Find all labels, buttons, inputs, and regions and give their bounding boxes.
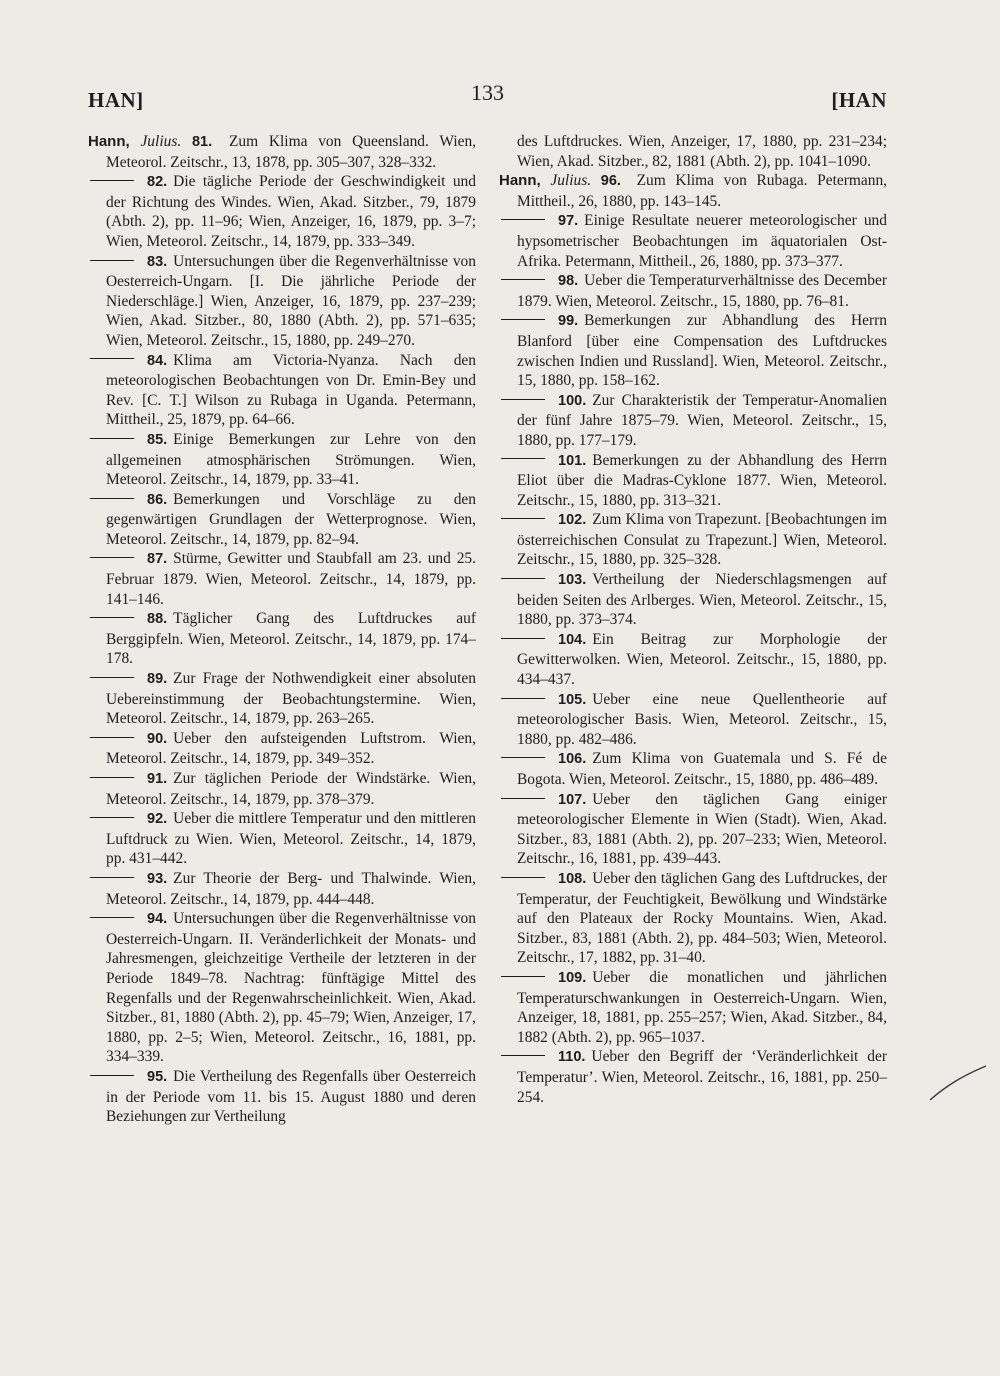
running-header — [88, 80, 887, 118]
ditto-rule — [501, 319, 545, 320]
ditto-rule — [90, 260, 134, 261]
entry-number: 94. — [147, 911, 168, 928]
bib-entry — [499, 1047, 887, 1107]
header-left: HAN] — [88, 88, 144, 112]
bib-entry — [499, 171, 887, 211]
entry-number: 96. — [600, 173, 621, 190]
bib-entry — [88, 609, 476, 669]
author-name: Hann, — [88, 133, 130, 150]
entry-number: 90. — [147, 730, 168, 747]
entry-text: Untersuchungen über die Regenverhältnisse von Oesterreich-Ungarn. II. Veränderlichkeit der Monats- und Jahresmengen, gleichzeitige Vertheile der letzteren in der Periode 1849–78. Nachtrag: fünftägige Mittel des Regenfalls und der Regenwahrscheinlichkeit. Wien, Akad. Sitzber., 81, 1880 (Abth. 2), pp. 45–79; Wien, Anzeiger, 17, 1880, pp. 2–5; Wien, Meteorol. Zeitschr., 16, 1881, pp. 334–339. — [106, 910, 476, 1066]
entry-number: 81. — [191, 134, 213, 150]
entry-text: Zum Klima von Guatemala und S. Fé de Bogota. Wien, Meteorol. Zeitschr., 15, 1880, pp. 486–489. — [517, 750, 887, 788]
author-given: Julius. — [140, 133, 182, 150]
entry-text: des Luftdruckes. Wien, Anzeiger, 17, 1880, pp. 231–234; Wien, Akad. Sitzber., 82, 1881 (Abth. 2), pp. 1041–1090. — [517, 133, 887, 170]
entry-number: 88. — [147, 611, 168, 628]
entry-text: Bemerkungen zur Abhandlung des Herrn Blanford [über eine Compensation des Luftdruckes zwischen Indien und Russland]. Wien, Meteorol. Zeitschr., 15, 1880, pp. 158–162. — [517, 312, 887, 390]
bib-entry — [88, 351, 476, 430]
ditto-rule — [90, 817, 134, 818]
ditto-rule — [90, 180, 134, 181]
bib-entry — [499, 869, 887, 968]
entry-number: 101. — [558, 452, 587, 469]
ditto-rule — [90, 877, 134, 878]
bib-entry — [88, 252, 476, 351]
entry-text: Ueber eine neue Quellentheorie auf meteorologischer Basis. Wien, Meteorol. Zeitschr., 15, 1880, pp. 482–486. — [517, 690, 887, 748]
bib-entry — [88, 729, 476, 769]
author-given: Julius. — [550, 172, 592, 190]
entry-text: Bemerkungen zu der Abhandlung des Herrn Eliot über die Madras-Cyklone 1877. Wien, Meteorol. Zeitschr., 15, 1880, pp. 313–321. — [517, 451, 887, 509]
entry-text: Ueber die Temperaturverhältnisse des December 1879. Wien, Meteorol. Zeitschr., 15, 1880, pp. 76–81. — [517, 272, 887, 310]
bib-entry — [499, 630, 887, 690]
ditto-rule — [501, 399, 545, 400]
ditto-rule — [90, 438, 134, 439]
ditto-rule — [501, 877, 545, 878]
entry-number: 92. — [147, 811, 168, 828]
bib-entry — [499, 510, 887, 570]
entry-number: 93. — [147, 870, 168, 887]
entry-text: Die tägliche Periode der Geschwindigkeit und der Richtung des Windes. Wien, Akad. Sitzber., 79, 1879 (Abth. 2), pp. 11–96; Wien, Anzeiger, 16, 1879, pp. 3–7; Wien, Meteorol. Zeitschr., 14, 1879, pp. 333–349. — [106, 173, 476, 250]
author-name: Hann, — [499, 172, 541, 190]
pencil-mark — [928, 1064, 988, 1104]
entry-number: 103. — [558, 572, 587, 589]
entry-number: 102. — [558, 512, 587, 529]
bib-entry — [499, 749, 887, 789]
entry-number: 83. — [147, 253, 168, 270]
entry-text: Ueber die mittlere Temperatur und den mittleren Luftdruck zu Wien. Wien, Meteorol. Zeitschr., 14, 1879, pp. 431–442. — [106, 810, 476, 868]
entry-text: Zur Theorie der Berg- und Thalwinde. Wien, Meteorol. Zeitschr., 14, 1879, pp. 444–448. — [106, 869, 476, 908]
entry-text: Zur Frage der Nothwendigkeit einer absoluten Uebereinstimmung der Beobachtungstermine. Wien, Meteorol. Zeitschr., 14, 1879, pp. 263–265. — [106, 670, 476, 728]
entry-number: 85. — [147, 431, 168, 448]
entry-number: 86. — [147, 491, 168, 508]
entry-text: Ueber den aufsteigenden Luftstrom. Wien, Meteorol. Zeitschr., 14, 1879, pp. 349–352. — [106, 729, 476, 768]
entry-number: 105. — [558, 691, 587, 708]
entry-text: Ueber den Begriff der ‘Veränderlichkeit der Temperatur’. Wien, Meteorol. Zeitschr., 16, 1881, pp. 250–254. — [517, 1048, 887, 1106]
bib-entry — [88, 549, 476, 609]
entry-number: 89. — [147, 671, 168, 688]
entry-text: Klima am Victoria-Nyanza. Nach den meteorologischen Beobachtungen von Dr. Emin-Bey und Rev. [C. T.] Wilson zu Rubaga in Uganda. Petermann, Mittheil., 25, 1879, pp. 64–66. — [106, 351, 476, 429]
bib-entry — [499, 968, 887, 1047]
ditto-rule — [501, 757, 545, 758]
entry-text: Untersuchungen über die Regenverhältnisse von Oesterreich-Ungarn. [I. Die jährliche Periode der Niederschläge.] Wien, Anzeiger, 16, 1879, pp. 237–239; Wien, Akad. Sitzber., 80, 1880 (Abth. 2), pp. 571–635; Wien, Meteorol. Zeitschr., 15, 1880, pp. 249–270. — [106, 252, 476, 349]
bib-entry — [88, 769, 476, 809]
entry-text: Stürme, Gewitter und Staubfall am 23. und 25. Februar 1879. Wien, Meteorol. Zeitschr., 14, 1879, pp. 141–146. — [106, 550, 476, 608]
entry-text: Zur täglichen Periode der Windstärke. Wien, Meteorol. Zeitschr., 14, 1879, pp. 378–379. — [106, 770, 476, 808]
ditto-rule — [501, 458, 545, 459]
ditto-rule — [501, 1055, 545, 1056]
ditto-rule — [501, 518, 545, 519]
bib-entry — [88, 809, 476, 869]
ditto-rule — [501, 798, 545, 799]
ditto-rule — [90, 677, 134, 678]
entry-number: 109. — [558, 969, 587, 986]
bib-entry — [499, 451, 887, 511]
entry-text: Ueber die monatlichen und jährlichen Temperaturschwankungen in Oesterreich-Ungarn. Wien, Anzeiger, 18, 1881, pp. 255–257; Wien, Akad. Sitzber., 84, 1882 (Abth. 2), pp. 965–1037. — [517, 968, 887, 1046]
page-number: 133 — [471, 80, 504, 105]
right-column — [499, 132, 887, 1107]
entry-number: 87. — [147, 551, 168, 568]
bib-entry — [499, 570, 887, 630]
bib-entry — [88, 869, 476, 909]
entry-text: Bemerkungen und Vorschläge zu den gegenwärtigen Grundlagen der Wetterprognose. Wien, Meteorol. Zeitschr., 14, 1879, pp. 82–94. — [106, 490, 476, 548]
entry-text: Täglicher Gang des Luftdruckes auf Berggipfeln. Wien, Meteorol. Zeitschr., 14, 1879, pp. 174–178. — [106, 610, 476, 668]
entry-number: 98. — [558, 273, 579, 290]
bib-entry — [499, 790, 887, 869]
bib-entry — [88, 909, 476, 1067]
entry-text: Einige Resultate neuerer meteorologischer und hypsometrischer Beobachtungen im äquatorialen Ost-Afrika. Petermann, Mittheil., 26, 1880, pp. 373–377. — [517, 212, 887, 270]
bib-entry — [88, 669, 476, 729]
entry-number: 104. — [558, 631, 587, 648]
entry-text: Zum Klima von Trapezunt. [Beobachtungen im österreichischen Consulat zu Trapezunt.] Wien, Meteorol. Zeitschr., 15, 1880, pp. 325–328. — [517, 511, 887, 569]
ditto-rule — [501, 698, 545, 699]
entry-text: Die Vertheilung des Regenfalls über Oesterreich in der Periode vom 11. bis 15. August 1880 und deren Beziehungen zur Vertheilung — [106, 1067, 476, 1126]
entry-text: Zum Klima von Queensland. Wien, Meteorol. Zeitschr., 13, 1878, pp. 305–307, 328–332. — [106, 133, 477, 171]
bib-entry — [499, 271, 887, 311]
header-right: [HAN — [831, 88, 887, 112]
entry-number: 99. — [558, 313, 579, 330]
bib-entry-continuation — [499, 132, 887, 171]
entry-text: Zum Klima von Rubaga. Petermann, Mittheil., 26, 1880, pp. 143–145. — [517, 172, 888, 210]
ditto-rule — [90, 917, 134, 918]
entry-text: Ueber den täglichen Gang einiger meteorologischer Elemente in Wien (Stadt). Wien, Akad. Sitzber., 83, 1881 (Abth. 2), pp. 207–233; Wien, Meteorol. Zeitschr., 16, 1881, pp. 439–443. — [517, 790, 887, 868]
entry-number: 82. — [147, 174, 168, 191]
ditto-rule — [501, 219, 545, 220]
entry-text: Einige Bemerkungen zur Lehre von den allgemeinen atmosphärischen Strömungen. Wien, Meteorol. Zeitschr., 14, 1879, pp. 33–41. — [106, 430, 476, 489]
bib-entry — [499, 211, 887, 271]
ditto-rule — [501, 638, 545, 639]
entry-number: 108. — [558, 870, 587, 887]
entry-number: 95. — [147, 1068, 168, 1085]
ditto-rule — [90, 777, 134, 778]
entry-text: Vertheilung der Niederschlagsmengen auf beiden Seiten des Arlberges. Wien, Meteorol. Zeitschr., 15, 1880, pp. 373–374. — [517, 571, 887, 629]
ditto-rule — [90, 498, 134, 499]
bib-entry — [88, 172, 476, 251]
bib-entry — [499, 311, 887, 390]
bib-entry — [88, 430, 476, 490]
ditto-rule — [90, 358, 134, 359]
entry-number: 91. — [147, 771, 168, 787]
ditto-rule — [501, 279, 545, 280]
ditto-rule — [501, 976, 545, 977]
ditto-rule — [90, 1075, 134, 1076]
left-column — [88, 132, 476, 1127]
entry-number: 107. — [558, 791, 587, 808]
ditto-rule — [90, 617, 134, 618]
bib-entry — [499, 690, 887, 750]
entry-text: Ueber den täglichen Gang des Luftdruckes, der Temperatur, der Feuchtigkeit, Bewölkung und Windstärke auf den Plateaux der Rocky Mountains. Wien, Akad. Sitzber., 83, 1881 (Abth. 2), pp. 484–503; Wien, Meteorol. Zeitschr., 17, 1882, pp. 31–40. — [517, 869, 887, 967]
ditto-rule — [90, 737, 134, 738]
ditto-rule — [90, 557, 134, 558]
entry-text: Zur Charakteristik der Temperatur-Anomalien der fünf Jahre 1875–79. Wien, Meteorol. Zeitschr., 15, 1880, pp. 177–179. — [517, 391, 887, 449]
entry-number: 84. — [147, 352, 168, 369]
bib-entry — [88, 490, 476, 550]
ditto-rule — [501, 578, 545, 579]
entry-number: 110. — [558, 1049, 586, 1066]
entry-number: 97. — [558, 213, 579, 230]
entry-number: 100. — [558, 392, 587, 409]
bib-entry — [88, 132, 476, 172]
entry-number: 106. — [558, 751, 587, 768]
bib-entry — [88, 1067, 476, 1127]
bib-entry — [499, 391, 887, 451]
entry-text: Ein Beitrag zur Morphologie der Gewitterwolken. Wien, Meteorol. Zeitschr., 15, 1880, pp. 434–437. — [517, 630, 887, 689]
